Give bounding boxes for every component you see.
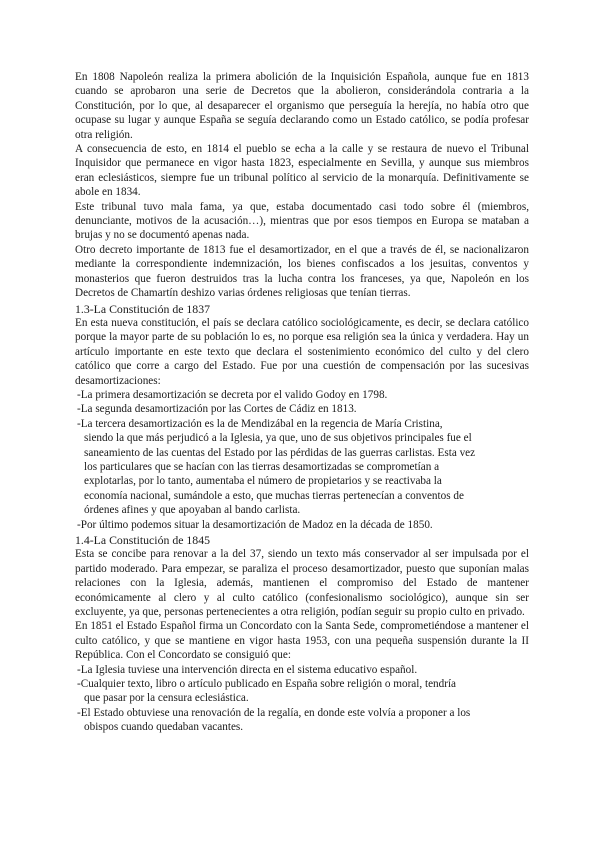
- list-item-line: explotarlas, por lo tanto, aumentaba el número de propietarios y se reactivaba la: [84, 475, 442, 488]
- list-item-line: -Cualquier texto, libro o artículo publicado en España sobre religión o moral, tendría: [77, 678, 457, 691]
- list-item: -La Iglesia tuviese una intervención directa en el sistema educativo español.: [77, 663, 418, 676]
- paragraph-constitution-1837: En esta nueva constitución, el país se declara católico sociológicamente, es decir, se declara católico porque la mayor parte de su población lo es, no porque esa religión sea la única y verdadera. Hay un artículo importante en este texto que declara el sostenimiento económico del culto y del clero católico que corre a cargo del Estado. Fue por una cuestión de compensación por las sucesivas desamortizaciones:: [75, 316, 529, 387]
- list-item: -La segunda desamortización por las Cortes de Cádiz en 1813.: [77, 403, 357, 416]
- list-item-line: saneamiento de las cuentas del Estado por las pérdidas de las guerras carlistas. Esta vez: [84, 446, 476, 459]
- paragraph-tribunal-reputation: Este tribunal tuvo mala fama, ya que, estaba documentado casi todo sobre él (miembros, denunciante, motivos de la acusación…), mientras que por esos tiempos en Europa se mataban a brujas y no se documentó apenas nada.: [75, 200, 529, 242]
- section-heading-1837: 1.3-La Constitución de 1837: [75, 301, 210, 316]
- list-item-line: los particulares que se hacían con las tierras desamortizadas se comprometían a: [84, 460, 440, 473]
- concordat-list: [75, 663, 529, 735]
- list-item-line: -La tercera desamortización es la de Mendizábal en la regencia de María Cristina,: [77, 417, 443, 430]
- section-heading-1845: 1.4-La Constitución de 1845: [75, 533, 210, 547]
- document-page: [75, 70, 529, 735]
- list-item: -Por último podemos situar la desamortización de Madoz en la década de 1850.: [77, 518, 433, 531]
- list-item-line: que pasar por la censura eclesiástica.: [84, 692, 249, 705]
- list-item-line: órdenes afines y que apoyaban al bando carlista.: [84, 504, 301, 517]
- list-item-line: economía nacional, sumándole a esto, que muchas tierras pertenecían a conventos de: [84, 489, 464, 502]
- paragraph-inquisition-abolition: En 1808 Napoleón realiza la primera abolición de la Inquisición Española, aunque fue en 1813 cuando se aprobaron una serie de Decretos que la abolieron, considerándola contraria a la Constitución, por lo que, al desaparecer el organismo que perseguía la herejía, no había otro que ocupase su lugar y aunque España se seguía declarando como un Estado católico, se podía profesar otra religión.: [75, 71, 529, 141]
- list-item-line: -El Estado obtuviese una renovación de la regalía, en donde este volvía a proponer a los: [77, 706, 471, 719]
- paragraph-disentailment-decree: Otro decreto importante de 1813 fue el desamortizador, en el que a través de él, se nacionalizaron mediante la correspondiente indemnización, los bienes confiscados a los jesuitas, conventos y monasterios que fueron destruidos tras la lucha contra los franceses, ya que, Napoleón en los Decretos de Chamartín deshizo varias órdenes religiosas que tenían tierras.: [75, 243, 529, 300]
- list-item-censorship: [75, 677, 529, 706]
- list-item-regalia: [75, 706, 529, 735]
- list-item-mendizabal: [75, 417, 529, 518]
- paragraph-constitution-1845: Esta se concibe para renovar a la del 37, siendo un texto más conservador al ser impulsada por el partido moderado. Para empezar, se paraliza el proceso desamortizador, puesto que suponían malas relaciones con la Iglesia, además, mantienen el compromiso del Estado de mantener económicamente al clero y al culto católico (confesionalismo sociológico), aunque sin ser excluyente, ya que, personas pertenecientes a otra religión, podían seguir su propio culto en privado.: [75, 548, 529, 619]
- list-item-line: siendo la que más perjudicó a la Iglesia, ya que, uno de sus objetivos principales fue el: [84, 432, 472, 445]
- list-item: -La primera desamortización se decreta por el valido Godoy en 1798.: [77, 388, 388, 401]
- paragraph-inquisition-restoration: A consecuencia de esto, en 1814 el pueblo se echa a la calle y se restaura de nuevo el Tribunal Inquisidor que permanece en vigor hasta 1823, especialmente en Sevilla, y aunque sus miembros eran eclesiásticos, siempre fue un tribunal político al servicio de la monarquía. Definitivamente se abole en 1834.: [75, 143, 529, 199]
- disentailment-list: [75, 388, 529, 532]
- paragraph-concordat-1851: En 1851 el Estado Español firma un Concordato con la Santa Sede, comprometiéndose a mantener el culto católico, y que se mantiene en vigor hasta 1953, con una pequeña suspensión durante la II República. Con el Concordato se consiguió que:: [75, 620, 529, 662]
- list-item-line: obispos cuando quedaban vacantes.: [84, 721, 244, 734]
